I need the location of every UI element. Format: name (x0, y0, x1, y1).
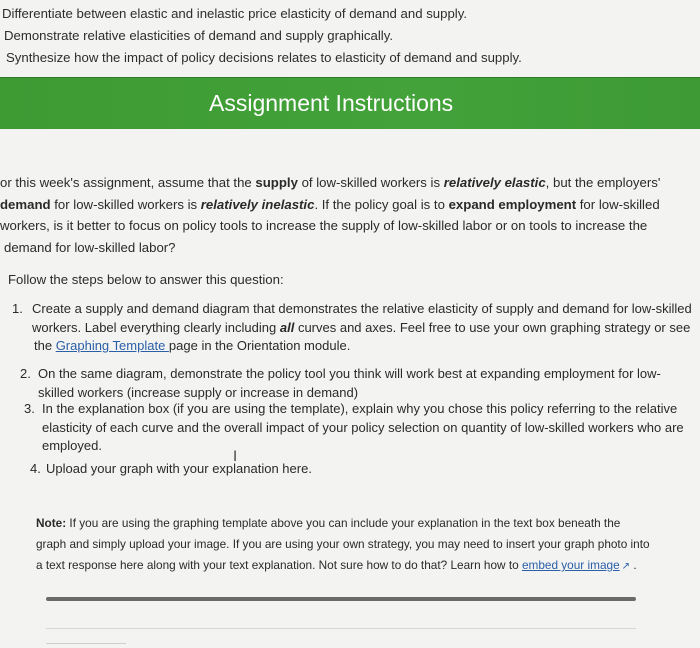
objective-3: Synthesize how the impact of policy decisions relates to elasticity of demand and supply. (6, 50, 522, 65)
note-line-2: graph and simply upload your image. If you are using your own strategy, you may need to insert your graph photo into (36, 537, 650, 551)
intro-text: . If the policy goal is to (314, 196, 449, 212)
intro-line-4: demand for low-skilled labor? (4, 239, 176, 255)
intro-text: for low-skilled (576, 196, 660, 212)
divider (46, 628, 636, 629)
step-text: In the explanation box (if you are using the template), explain why you chose this policy referring to the relative (42, 401, 678, 416)
step-text: Upload your graph with your explanation here. (46, 461, 312, 476)
step-2 (20, 365, 661, 402)
embed-image-link[interactable]: embed your image (521, 558, 620, 572)
intro-emphasis: relatively elastic (443, 175, 546, 190)
intro-emphasis: expand employment (448, 196, 577, 212)
note-label: Note: (36, 516, 67, 530)
note-text: . (630, 558, 637, 572)
objective-1: Differentiate between elastic and inelastic price elasticity of demand and supply. (2, 6, 467, 21)
step-text: On the same diagram, demonstrate the policy tool you think will work best at expanding employment for low- (38, 366, 661, 381)
divider (46, 643, 126, 644)
step-1 (12, 300, 692, 356)
intro-line-2 (0, 194, 660, 216)
steps-heading: Follow the steps below to answer this question: (8, 272, 284, 287)
note-text: a text response here along with your text explanation. Not sure how to do that? Learn how to (36, 558, 522, 572)
external-link-icon[interactable]: ↗ (621, 561, 631, 572)
note-line-3 (36, 555, 676, 577)
step-text-part: curves and axes. Feel free to use your own graphing strategy or see (294, 319, 691, 335)
intro-text: of low-skilled workers is (297, 175, 444, 190)
intro-emphasis: supply (255, 175, 298, 190)
intro-line-1 (0, 172, 660, 194)
note-block (36, 513, 676, 577)
step-number: 3. (24, 401, 35, 416)
note-text: If you are using the graphing template above you can include your explanation in the text box beneath the (66, 516, 621, 530)
section-banner (0, 77, 700, 129)
objective-2: Demonstrate relative elasticities of demand and supply graphically. (4, 28, 393, 43)
intro-text: for low-skilled workers is (50, 196, 201, 212)
text-cursor-icon: I (233, 449, 238, 465)
step-text: employed. (42, 438, 102, 453)
step-text (32, 319, 692, 338)
step-emphasis: all (279, 319, 295, 335)
step-3 (24, 400, 684, 456)
step-4 (30, 460, 312, 479)
section-title: Assignment Instructions (209, 90, 454, 116)
divider (46, 597, 636, 601)
step-text-part: the (34, 338, 56, 353)
intro-text: or this week's assignment, assume that the (0, 175, 256, 190)
step-number: 2. (20, 366, 31, 381)
intro-emphasis: relatively inelastic (200, 196, 315, 212)
note-line-1 (36, 513, 676, 534)
graphing-template-link[interactable]: Graphing Template (55, 338, 169, 353)
step-text-part: page in the Orientation module. (168, 338, 351, 353)
intro-emphasis: demand (0, 196, 51, 212)
step-text: skilled workers (increase supply or increase in demand) (38, 384, 359, 400)
step-number: 4. (30, 461, 41, 476)
assignment-intro (0, 172, 660, 258)
intro-line-3: workers, is it better to focus on policy tools to increase the supply of low-skilled labor or on tools to increase the (0, 218, 648, 233)
step-text (34, 337, 692, 356)
step-number: 1. (12, 301, 23, 316)
step-text-part: workers. Label everything clearly including (32, 319, 280, 335)
intro-text: , but the employers' (545, 175, 661, 190)
step-text: Create a supply and demand diagram that demonstrates the relative elasticity of supply and demand for low-skilled (32, 301, 692, 316)
step-text: elasticity of each curve and the overall impact of your policy selection on quantity of low-skilled workers who are (42, 419, 684, 435)
